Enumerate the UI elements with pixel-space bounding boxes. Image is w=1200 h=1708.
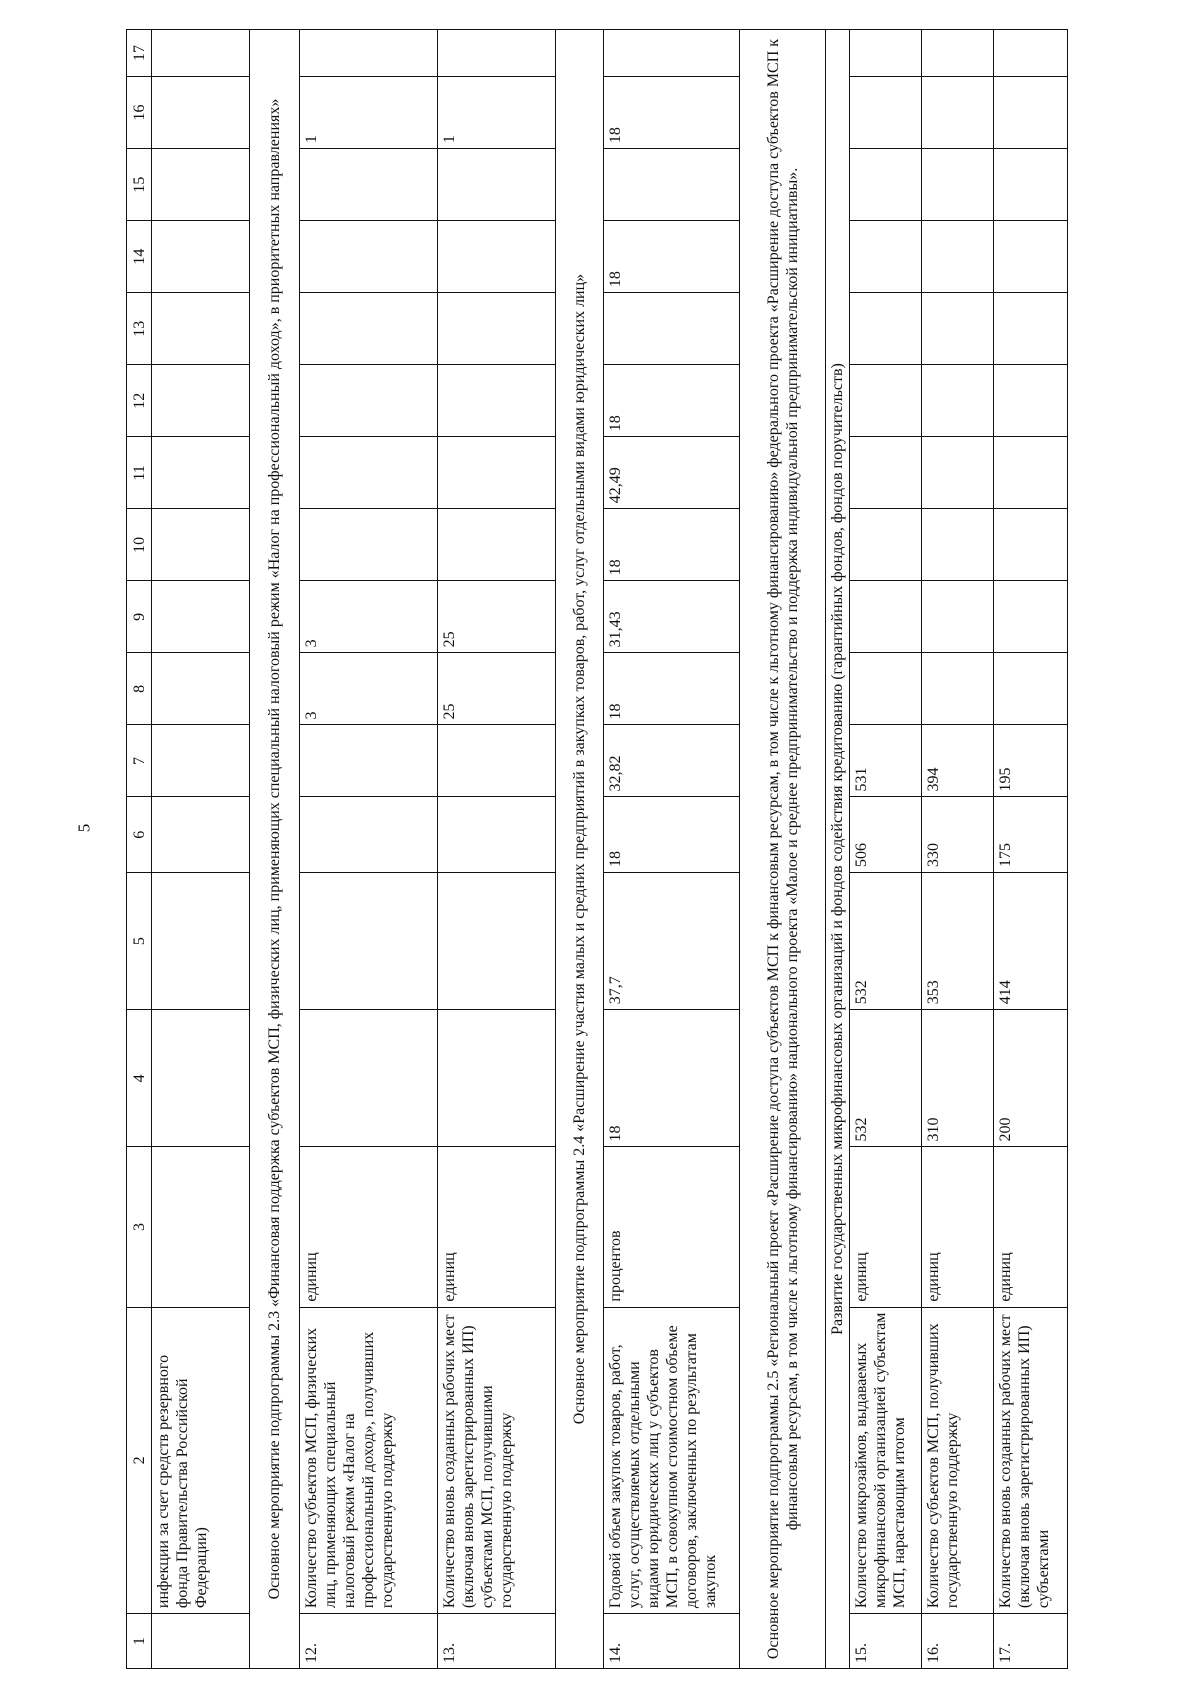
col-header: 16 — [127, 77, 152, 149]
value-cell: 25 — [438, 653, 556, 725]
value-cell: 37,7 — [604, 872, 740, 1009]
table-row — [604, 30, 740, 1669]
section-header-row — [250, 30, 300, 1669]
indicator-name-cell: инфекции за счет средств резервного фонда Правительства Российской Федерации) — [152, 1307, 250, 1614]
unit-cell: единиц — [994, 1147, 1068, 1307]
indicator-name-cell: Количество вновь созданных рабочих мест (включая вновь зарегистрированных ИП) субъектами — [994, 1307, 1068, 1614]
value-cell: 195 — [994, 725, 1068, 797]
value-cell: 42,49 — [604, 437, 740, 509]
value-cell: 18 — [604, 1010, 740, 1147]
row-number-cell: 14. — [604, 1614, 740, 1669]
table-row — [922, 30, 994, 1669]
col-header: 8 — [127, 653, 152, 725]
col-header: 17 — [127, 30, 152, 77]
col-header: 14 — [127, 221, 152, 293]
unit-cell: единиц — [300, 1147, 438, 1307]
col-header: 15 — [127, 149, 152, 221]
value-cell: 532 — [850, 1010, 922, 1147]
col-header: 5 — [127, 872, 152, 1009]
value-cell: 506 — [850, 797, 922, 872]
row-number-cell: 17. — [994, 1614, 1068, 1669]
value-cell: 200 — [994, 1010, 1068, 1147]
value-cell: 1 — [438, 77, 556, 149]
row-number-cell: 16. — [922, 1614, 994, 1669]
value-cell: 18 — [604, 221, 740, 293]
indicator-name-cell: Количество вновь созданных рабочих мест (включая вновь зарегистрированных ИП) субъектами МСП, получившими государственную поддержку — [438, 1307, 556, 1614]
value-cell: 394 — [922, 725, 994, 797]
section-header-row — [826, 30, 850, 1669]
section-title-2-3: Основное мероприятие подпрограммы 2.3 «Финансовая поддержка субъектов МСП, физических лиц, применяющих специальный налоговый режим «Налог на профессиональный доход», в приоритетных направлениях» — [250, 30, 300, 1669]
value-cell: 18 — [604, 797, 740, 872]
value-cell: 532 — [850, 872, 922, 1009]
value-cell: 414 — [994, 872, 1068, 1009]
indicator-name-cell: Количество микрозаймов, выдаваемых микрофинансовой организацией субъектам МСП, нарастающим итогом — [850, 1307, 922, 1614]
section-header-row — [740, 30, 826, 1669]
row-number-cell — [152, 1614, 250, 1669]
value-cell: 330 — [922, 797, 994, 872]
section-title-2-4: Основное мероприятие подпрограммы 2.4 «Расширение участия малых и средних предприятий в закупках товаров, работ, услуг отдельными видами юридических лиц» — [556, 30, 604, 1669]
col-header: 9 — [127, 581, 152, 653]
col-header: 10 — [127, 509, 152, 581]
table-row — [850, 30, 922, 1669]
unit-cell: процентов — [604, 1147, 740, 1307]
column-number-row — [127, 30, 152, 1669]
unit-cell: единиц — [850, 1147, 922, 1307]
col-header: 7 — [127, 725, 152, 797]
indicator-name-cell: Количество субъектов МСП, физических лиц, применяющих специальный налоговый режим «Налог на профессиональный доход», получивших государственную поддержку — [300, 1307, 438, 1614]
value-cell: 3 — [300, 653, 438, 725]
col-header: 6 — [127, 797, 152, 872]
section-subtitle-2-5: Развитие государственных микрофинансовых организаций и фондов содействия кредитованию (гарантийных фондов, фондов поручительств) — [826, 30, 850, 1669]
indicator-name-cell: Количество субъектов МСП, получивших государственную поддержку — [922, 1307, 994, 1614]
page-number: 5 — [74, 823, 94, 833]
value-cell: 3 — [300, 581, 438, 653]
col-header: 13 — [127, 293, 152, 365]
col-header: 1 — [127, 1614, 152, 1669]
value-cell: 25 — [438, 581, 556, 653]
col-header: 11 — [127, 437, 152, 509]
row-number-cell: 15. — [850, 1614, 922, 1669]
value-cell: 1 — [300, 77, 438, 149]
col-header: 2 — [127, 1307, 152, 1614]
value-cell: 18 — [604, 653, 740, 725]
row-number-cell: 13. — [438, 1614, 556, 1669]
col-header: 3 — [127, 1147, 152, 1307]
indicator-name-cell: Годовой объем закупок товаров, работ, услуг, осуществляемых отдельными видами юридических лиц у субъектов МСП, в совокупном стоимостном объеме договоров, заключенных по результатам закупок — [604, 1307, 740, 1614]
table-row — [438, 30, 556, 1669]
value-cell: 32,82 — [604, 725, 740, 797]
value-cell: 18 — [604, 509, 740, 581]
value-cell: 31,43 — [604, 581, 740, 653]
indicators-table — [126, 29, 1068, 1669]
table-row — [300, 30, 438, 1669]
value-cell: 175 — [994, 797, 1068, 872]
col-header: 4 — [127, 1010, 152, 1147]
value-cell: 310 — [922, 1010, 994, 1147]
col-header: 12 — [127, 365, 152, 437]
value-cell: 18 — [604, 365, 740, 437]
table-row — [152, 30, 250, 1669]
unit-cell: единиц — [922, 1147, 994, 1307]
value-cell: 353 — [922, 872, 994, 1009]
unit-cell: единиц — [438, 1147, 556, 1307]
section-header-row — [556, 30, 604, 1669]
rotated-table-sheet — [126, 29, 1052, 1669]
section-title-2-5: Основное мероприятие подпрограммы 2.5 «Региональный проект «Расширение доступа субъектов МСП к финансовым ресурсам, в том числе к льготному финансированию» федерального проекта «Расширение доступа субъектов МСП к финансовым ресурсам, в том числе к льготному финансированию» национального проекта «Малое и среднее предпринимательство и поддержка индивидуальной предпринимательской инициативы». — [740, 30, 826, 1669]
table-row — [994, 30, 1068, 1669]
value-cell: 531 — [850, 725, 922, 797]
value-cell: 18 — [604, 77, 740, 149]
row-number-cell: 12. — [300, 1614, 438, 1669]
